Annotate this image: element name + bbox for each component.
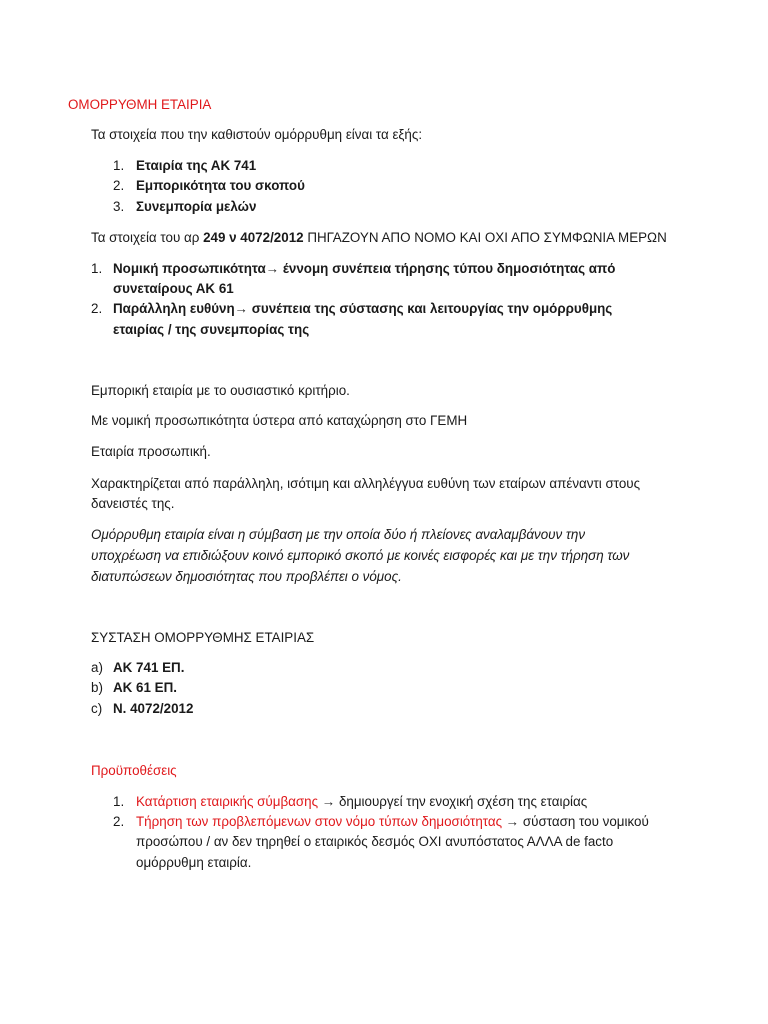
article-line-prefix: Τα στοιχεία του αρ	[91, 230, 204, 245]
list-item-number: 2.	[113, 814, 125, 829]
list-item-number: 1.	[91, 261, 103, 276]
list-item-continuation: εταιρίας / της συνεμπορίας της	[113, 322, 310, 337]
list-item-text: έννομη συνέπεια τήρησης τύπου δημοσιότητας από	[279, 261, 616, 276]
list-item-number: 1.	[113, 158, 125, 173]
list-item	[113, 258, 615, 279]
paragraph: Εμπορική εταιρία με το ουσιαστικό κριτήριο.	[91, 383, 350, 398]
list-item	[136, 791, 587, 812]
list-item	[113, 298, 612, 319]
list-item: Εμπορικότητα του σκοπού	[136, 178, 305, 193]
list-item: Εταιρία της ΑΚ 741	[136, 158, 257, 173]
section-heading-omorrythmi: ΟΜΟΡΡΥΘΜΗ ΕΤΑΙΡΙΑ	[68, 97, 212, 112]
list-item-letter: b)	[91, 680, 103, 695]
list-item-letter: c)	[91, 701, 103, 716]
arrow-right-icon: →	[318, 794, 339, 809]
list-item-text: σύσταση του νομικού	[522, 814, 649, 829]
article-reference: 249 ν 4072/2012	[203, 230, 304, 245]
definition-text: υποχρέωση να επιδιώξουν κοινό εμπορικό σκοπό με κοινές εισφορές και με την τήρηση των	[91, 548, 630, 563]
list-item-text: δημιουργεί την ενοχική σχέση της εταιρίας	[338, 794, 588, 809]
list-item-lead: Παράλληλη ευθύνη	[113, 301, 235, 316]
list-item-number: 3.	[113, 199, 125, 214]
list-item	[136, 811, 649, 832]
list-item-number: 2.	[113, 178, 125, 193]
paragraph: Χαρακτηρίζεται από παράλληλη, ισότιμη και αλληλέγγυα ευθύνη των εταίρων απέναντι στους	[91, 476, 641, 491]
intro-paragraph: Τα στοιχεία που την καθιστούν ομόρρυθμη είναι τα εξής:	[91, 127, 423, 142]
list-item-highlight: Κατάρτιση εταιρικής σύμβασης	[136, 794, 319, 809]
list-item-number: 1.	[113, 794, 125, 809]
list-item: ΑΚ 61 ΕΠ.	[113, 680, 177, 695]
list-item: Συνεμπορία μελών	[136, 199, 257, 214]
list-item-continuation: ομόρρυθμη εταιρία.	[136, 855, 252, 870]
paragraph: Εταιρία προσωπική.	[91, 444, 211, 459]
list-item-highlight: Τήρηση των προβλεπόμενων στον νόμο τύπων δημοσιότητας	[136, 814, 503, 829]
arrow-right-icon: →	[265, 261, 280, 276]
list-item: Ν. 4072/2012	[113, 701, 194, 716]
section-heading-proypotheseis: Προϋποθέσεις	[91, 763, 177, 778]
list-item-lead: Νομική προσωπικότητα	[113, 261, 266, 276]
arrow-right-icon: →	[234, 301, 249, 316]
paragraph: Με νομική προσωπικότητα ύστερα από καταχώρηση στο ΓΕΜΗ	[91, 413, 468, 428]
section-heading-systasi: ΣΥΣΤΑΣΗ ΟΜΟΡΡΥΘΜΗΣ ΕΤΑΙΡΙΑΣ	[91, 630, 315, 645]
article-line	[91, 227, 667, 248]
list-item-continuation: προσώπου / αν δεν τηρηθεί ο εταιρικός δεσμός ΟΧΙ ανυπόστατος ΑΛΛΑ de facto	[136, 834, 614, 849]
list-item-continuation: συνεταίρους ΑΚ 61	[113, 281, 234, 296]
article-line-suffix: ΠΗΓΑΖΟΥΝ ΑΠΟ ΝΟΜΟ ΚΑΙ ΟΧΙ ΑΠΟ ΣΥΜΦΩΝΙΑ ΜΕΡΩΝ	[303, 230, 667, 245]
paragraph-continuation: δανειστές της.	[91, 496, 175, 511]
list-item: ΑΚ 741 ΕΠ.	[113, 660, 185, 675]
definition-text: διατυπώσεων δημοσιότητας που προβλέπει ο νόμος.	[91, 569, 402, 584]
list-item-letter: a)	[91, 660, 103, 675]
definition-text: Ομόρρυθμη εταιρία είναι η σύμβαση με την οποία δύο ή πλείονες αναλαμβάνουν την	[91, 527, 586, 542]
arrow-right-icon: →	[502, 814, 523, 829]
list-item-text: συνέπεια της σύστασης και λειτουργίας την ομόρρυθμης	[248, 301, 613, 316]
list-item-number: 2.	[91, 301, 103, 316]
